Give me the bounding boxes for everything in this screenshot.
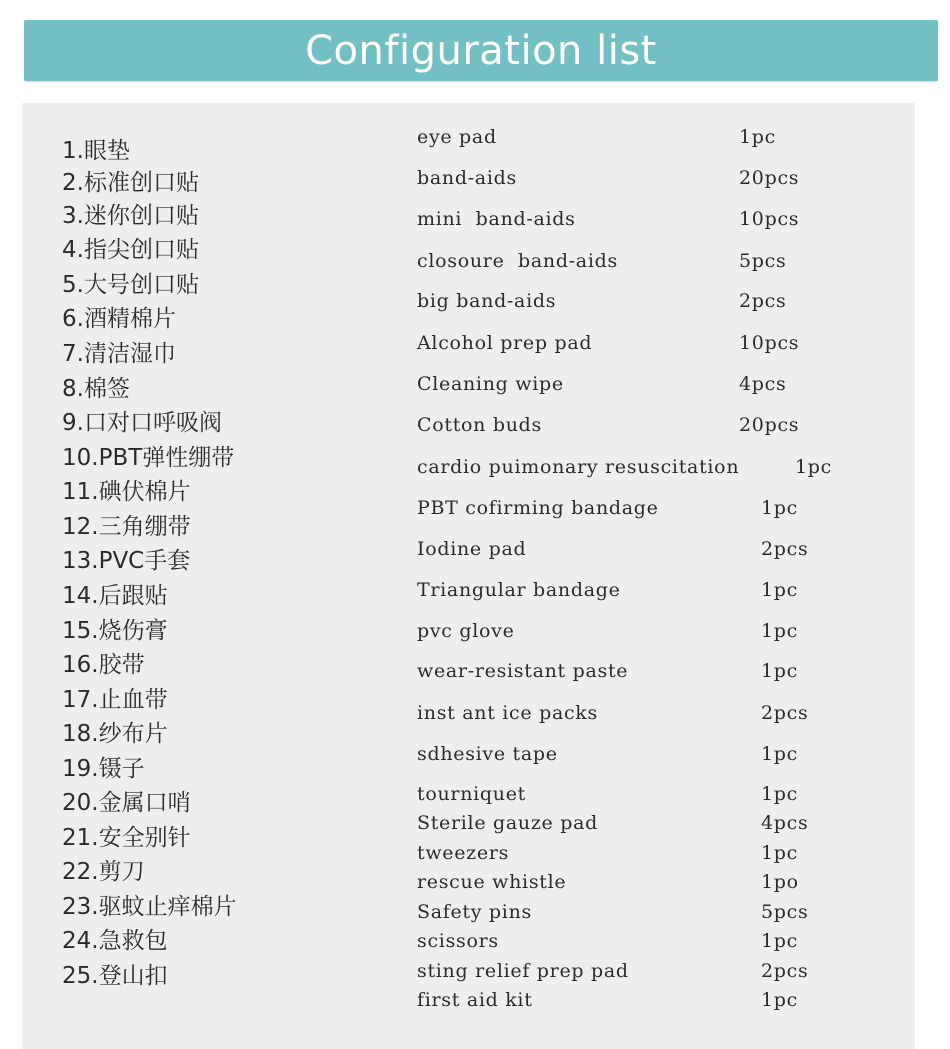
english-item-quantity: 2pcs bbox=[761, 538, 809, 560]
english-item-name: first aid kit bbox=[417, 989, 533, 1011]
chinese-list-item: 22.剪刀 bbox=[62, 859, 145, 885]
chinese-list-item: 3.迷你创口贴 bbox=[62, 203, 199, 229]
english-item-quantity: 1pc bbox=[761, 842, 798, 864]
english-item-quantity: 1pc bbox=[761, 783, 798, 805]
chinese-list-item: 13.PVC手套 bbox=[62, 548, 191, 574]
english-item-quantity: 20pcs bbox=[739, 414, 800, 436]
chinese-list-item: 18.纱布片 bbox=[62, 721, 168, 747]
english-item-name: Iodine pad bbox=[417, 538, 527, 560]
chinese-list-item: 21.安全别针 bbox=[62, 825, 191, 851]
chinese-list-item: 10.PBT弹性绷带 bbox=[62, 445, 235, 471]
english-item-name: Triangular bandage bbox=[417, 579, 621, 601]
english-item-quantity: 5pcs bbox=[739, 250, 787, 272]
english-item-name: Sterile gauze pad bbox=[417, 812, 598, 834]
chinese-list-item: 4.指尖创口贴 bbox=[62, 237, 199, 263]
chinese-list-item: 6.酒精棉片 bbox=[62, 306, 176, 332]
english-item-name: big band-aids bbox=[417, 290, 557, 312]
english-item-name: tourniquet bbox=[417, 783, 526, 805]
english-item-name: scissors bbox=[417, 930, 499, 952]
chinese-list-item: 2.标准创口贴 bbox=[62, 170, 199, 196]
english-item-name: pvc glove bbox=[417, 620, 515, 642]
chinese-list-item: 11.碘伏棉片 bbox=[62, 479, 191, 505]
english-item-quantity: 10pcs bbox=[739, 208, 800, 230]
english-item-name: Cotton buds bbox=[417, 414, 542, 436]
english-item-quantity: 1pc bbox=[761, 660, 798, 682]
english-item-quantity: 5pcs bbox=[761, 901, 809, 923]
english-item-name: band-aids bbox=[417, 167, 517, 189]
english-item-quantity: 2pcs bbox=[761, 702, 809, 724]
english-item-name: mini band-aids bbox=[417, 208, 576, 230]
chinese-list-item: 15.烧伤膏 bbox=[62, 618, 168, 644]
english-item-quantity: 20pcs bbox=[739, 167, 800, 189]
chinese-list-item: 17.止血带 bbox=[62, 687, 168, 713]
english-item-quantity: 4pcs bbox=[739, 373, 787, 395]
english-item-quantity: 2pcs bbox=[761, 960, 809, 982]
english-item-quantity: 1pc bbox=[761, 579, 798, 601]
english-item-name: sdhesive tape bbox=[417, 743, 558, 765]
english-item-name: PBT cofirming bandage bbox=[417, 497, 659, 519]
english-item-name: Cleaning wipe bbox=[417, 373, 564, 395]
chinese-list-item: 12.三角绷带 bbox=[62, 514, 191, 540]
english-item-name: rescue whistle bbox=[417, 871, 567, 893]
english-item-quantity: 1pc bbox=[761, 743, 798, 765]
title-banner bbox=[24, 20, 938, 81]
english-item-quantity: 4pcs bbox=[761, 812, 809, 834]
english-item-quantity: 1pc bbox=[761, 989, 798, 1011]
chinese-list-item: 9.口对口呼吸阀 bbox=[62, 410, 222, 436]
english-item-quantity: 1pc bbox=[761, 620, 798, 642]
chinese-list-item: 16.胶带 bbox=[62, 652, 145, 678]
english-item-quantity: 1pc bbox=[795, 456, 832, 478]
page-title: Configuration list bbox=[305, 27, 657, 74]
chinese-list-item: 5.大号创口贴 bbox=[62, 272, 199, 298]
english-item-quantity: 1pc bbox=[761, 930, 798, 952]
english-item-quantity: 10pcs bbox=[739, 332, 800, 354]
chinese-list-item: 8.棉签 bbox=[62, 376, 130, 402]
chinese-list-item: 24.急救包 bbox=[62, 928, 168, 954]
english-item-name: closoure band-aids bbox=[417, 250, 618, 272]
chinese-list-item: 19.镊子 bbox=[62, 756, 145, 782]
english-item-name: Safety pins bbox=[417, 901, 532, 923]
english-item-name: inst ant ice packs bbox=[417, 702, 598, 724]
english-item-name: sting relief prep pad bbox=[417, 960, 629, 982]
chinese-list-item: 1.眼垫 bbox=[62, 138, 130, 164]
english-item-name: eye pad bbox=[417, 126, 497, 148]
english-item-name: cardio puimonary resuscitation bbox=[417, 456, 740, 478]
chinese-list-item: 20.金属口哨 bbox=[62, 790, 191, 816]
english-item-quantity: 1po bbox=[761, 871, 799, 893]
english-item-name: wear-resistant paste bbox=[417, 660, 629, 682]
english-item-quantity: 1pc bbox=[739, 126, 776, 148]
chinese-list-item: 14.后跟贴 bbox=[62, 583, 168, 609]
english-item-name: Alcohol prep pad bbox=[417, 332, 593, 354]
english-item-quantity: 2pcs bbox=[739, 290, 787, 312]
english-item-name: tweezers bbox=[417, 842, 510, 864]
english-item-quantity: 1pc bbox=[761, 497, 798, 519]
chinese-list-item: 25.登山扣 bbox=[62, 963, 168, 989]
chinese-list-item: 23.驱蚊止痒棉片 bbox=[62, 894, 237, 920]
chinese-list-item: 7.清洁湿巾 bbox=[62, 341, 176, 367]
